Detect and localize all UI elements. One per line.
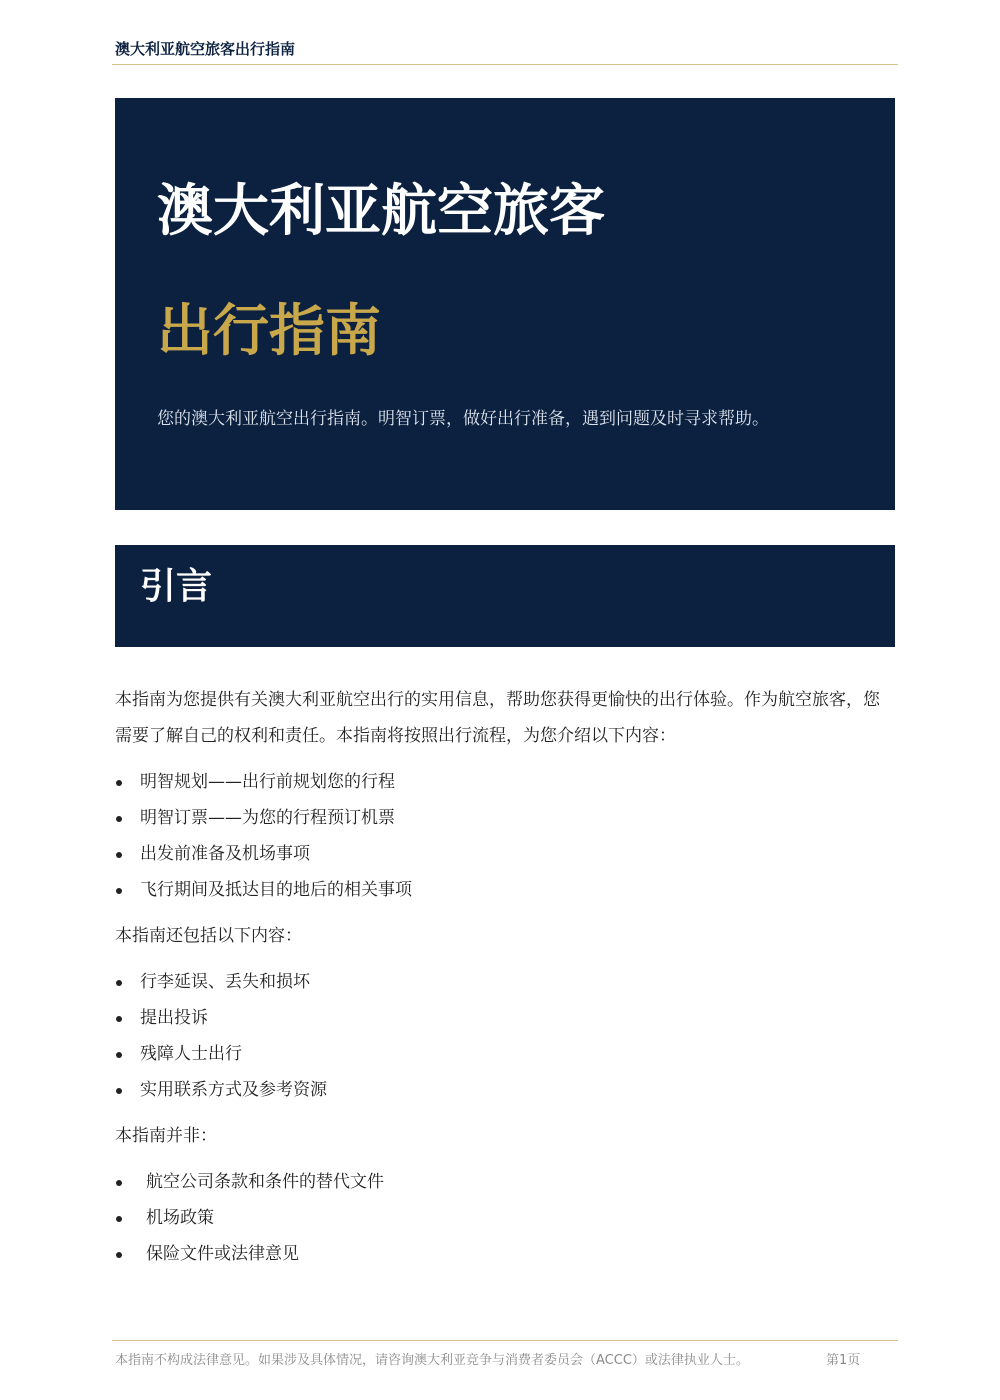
list-item: 明智规划——出行前规划您的行程 bbox=[115, 764, 895, 800]
not-list bbox=[115, 1164, 895, 1272]
list-item: 保险文件或法律意见 bbox=[115, 1236, 895, 1272]
list-item: 提出投诉 bbox=[115, 1000, 895, 1036]
list-item: 机场政策 bbox=[115, 1200, 895, 1236]
list-item: 航空公司条款和条件的替代文件 bbox=[115, 1164, 895, 1200]
section-banner-intro bbox=[115, 545, 895, 647]
body-content bbox=[115, 682, 895, 1282]
hero-title: 澳大利亚航空旅客 bbox=[157, 179, 605, 244]
not-paragraph: 本指南并非： bbox=[115, 1126, 217, 1146]
list-item: 残障人士出行 bbox=[115, 1036, 895, 1072]
also-includes-list bbox=[115, 964, 895, 1108]
list-item: 实用联系方式及参考资源 bbox=[115, 1072, 895, 1108]
also-includes-paragraph: 本指南还包括以下内容： bbox=[115, 926, 302, 946]
page-number: 第1页 bbox=[826, 1353, 861, 1368]
list-item: 明智订票——为您的行程预订机票 bbox=[115, 800, 895, 836]
list-item: 飞行期间及抵达目的地后的相关事项 bbox=[115, 872, 895, 908]
header-divider bbox=[112, 64, 898, 65]
footer-divider bbox=[112, 1340, 898, 1341]
list-item: 出发前准备及机场事项 bbox=[115, 836, 895, 872]
topics-list bbox=[115, 764, 895, 908]
intro-paragraph: 本指南为您提供有关澳大利亚航空出行的实用信息，帮助您获得更愉快的出行体验。作为航空旅客，您需要了解自己的权利和责任。本指南将按照出行流程，为您介绍以下内容： bbox=[115, 690, 880, 746]
section-heading: 引言 bbox=[140, 566, 213, 607]
hero-subtitle: 出行指南 bbox=[157, 299, 381, 364]
footer-disclaimer: 本指南不构成法律意见。如果涉及具体情况，请咨询澳大利亚竞争与消费者委员会（ACCC）或法律执业人士。 bbox=[115, 1353, 749, 1368]
running-header-title: 澳大利亚航空旅客出行指南 bbox=[115, 40, 296, 58]
hero-tagline: 您的澳大利亚航空出行指南。明智订票，做好出行准备，遇到问题及时寻求帮助。 bbox=[157, 409, 769, 429]
hero-banner bbox=[115, 98, 895, 510]
list-item: 行李延误、丢失和损坏 bbox=[115, 964, 895, 1000]
